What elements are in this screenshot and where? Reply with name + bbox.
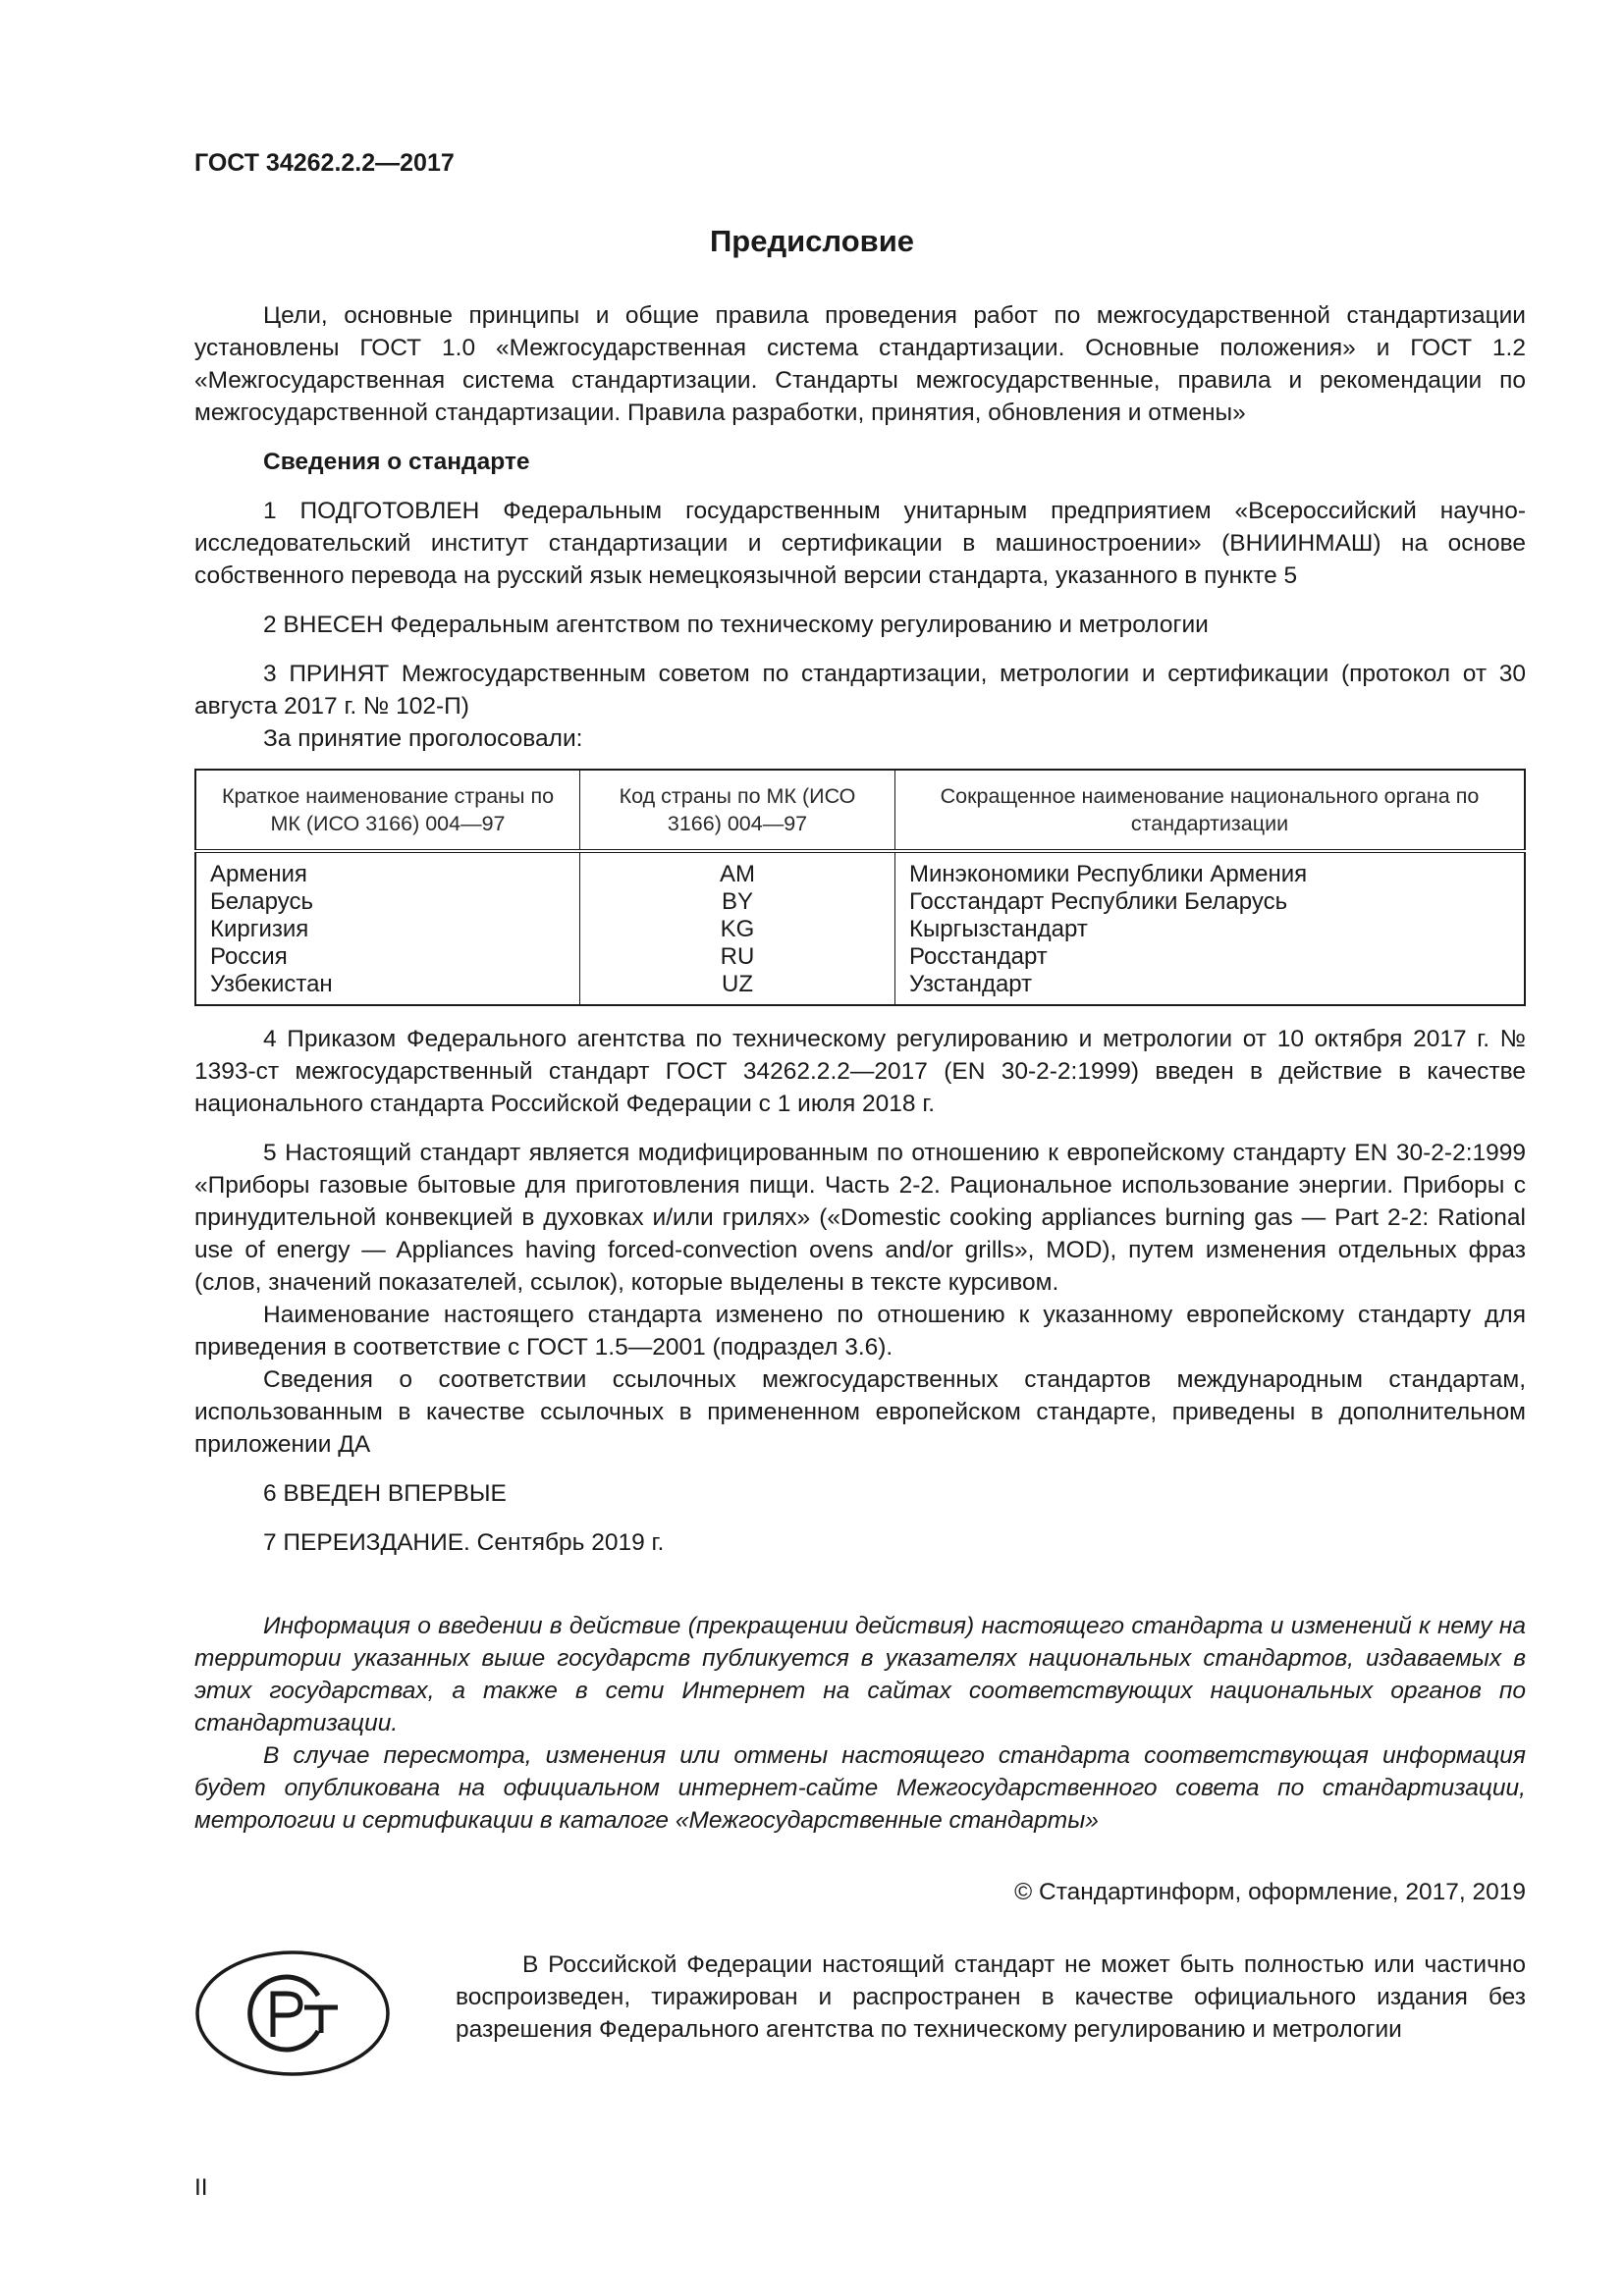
- table-cell-code: BY: [580, 888, 895, 916]
- table-row: [195, 916, 1525, 943]
- table-header-body: Сокращенное наименование национального органа по стандартизации: [895, 770, 1526, 851]
- footer-block: [194, 1949, 1526, 2145]
- table-cell-body: Кыргызстандарт: [895, 916, 1526, 943]
- table-cell-country: Беларусь: [195, 888, 580, 916]
- table-row: [195, 971, 1525, 1005]
- table-cell-body: Минэкономики Республики Армения: [895, 851, 1526, 888]
- table-row: [195, 888, 1525, 916]
- item-2: 2 ВНЕСЕН Федеральным агентством по техническому регулированию и метрологии: [263, 612, 1209, 638]
- table-cell-code: RU: [580, 943, 895, 971]
- item-5-references-note: Сведения о соответствии ссылочных межгосударственных стандартов международным стандартам, использованным в качестве ссылочных в примененном европейском стандарте, приведены в дополнительном приложении ДА: [194, 1366, 1526, 1458]
- rst-certification-mark-icon: [194, 1949, 391, 2078]
- notice-paragraph-2: В случае пересмотра, изменения или отмены настоящего стандарта соответствующая информация будет опубликована на официальном интернет-сайте Межгосударственного совета по стандартизации, метрологии и сертификации в каталоге «Межгосударственные стандарты»: [194, 1742, 1526, 1834]
- table-cell-body: Росстандарт: [895, 943, 1526, 971]
- copyright-line: © Стандартинформ, оформление, 2017, 2019: [1014, 1879, 1526, 1905]
- notice-paragraph-1: Информация о введении в действие (прекращении действия) настоящего стандарта и изменений к нему на территории указанных выше государств публикуется в указателях национальных стандартов, издаваемых в этих государствах, а также в сети Интернет на сайтах соответствующих национальных органов по стандартизации.: [194, 1613, 1526, 1736]
- document-code: ГОСТ 34262.2.2—2017: [194, 149, 455, 177]
- item-4: 4 Приказом Федерального агентства по техническому регулированию и метрологии от 10 октября 2017 г. № 1393-ст межгосударственный стандарт ГОСТ 34262.2.2—2017 (EN 30-2-2:1999) введен в действие в качестве национального стандарта Российской Федерации с 1 июля 2018 г.: [194, 1026, 1526, 1117]
- table-cell-body: Узстандарт: [895, 971, 1526, 1005]
- table-cell-country: Узбекистан: [195, 971, 580, 1005]
- item-1: 1 ПОДГОТОВЛЕН Федеральным государственным унитарным предприятием «Всероссийский научно-исследовательский институт стандартизации и сертификации в машиностроении» (ВНИИНМАШ) на основе собственного перевода на русский язык немецкоязычной версии стандарта, указанного в пункте 5: [194, 498, 1526, 589]
- table-header-row: [195, 770, 1525, 851]
- table-cell-country: Армения: [195, 851, 580, 888]
- item-5-title-note: Наименование настоящего стандарта изменено по отношению к указанному европейскому стандарту для приведения в соответствие с ГОСТ 1.5—2001 (подраздел 3.6).: [194, 1302, 1526, 1361]
- table-cell-code: KG: [580, 916, 895, 943]
- table-cell-country: Россия: [195, 943, 580, 971]
- item-3-voted: За принятие проголосовали:: [263, 725, 583, 752]
- table-row: [195, 943, 1525, 971]
- table-cell-code: UZ: [580, 971, 895, 1005]
- voting-table: [194, 769, 1526, 1006]
- item-7: 7 ПЕРЕИЗДАНИЕ. Сентябрь 2019 г.: [263, 1529, 665, 1556]
- table-cell-country: Киргизия: [195, 916, 580, 943]
- item-3: 3 ПРИНЯТ Межгосударственным советом по стандартизации, метрологии и сертификации (протокол от 30 августа 2017 г. № 102-П): [194, 661, 1526, 720]
- table-cell-code: AM: [580, 851, 895, 888]
- reproduction-notice: В Российской Федерации настоящий стандарт не может быть полностью или частично воспроизведен, тиражирован и распространен в качестве официального издания без разрешения Федерального агентства по техническому регулированию и метрологии: [456, 1951, 1526, 2043]
- intro-paragraph: Цели, основные принципы и общие правила проведения работ по межгосударственной стандартизации установлены ГОСТ 1.0 «Межгосударственная система стандартизации. Основные положения» и ГОСТ 1.2 «Межгосударственная система стандартизации. Стандарты межгосударственные, правила и рекомендации по межгосударственной стандартизации. Правила разработки, принятия, обновления и отмены»: [194, 302, 1526, 426]
- page-number: II: [194, 2174, 208, 2201]
- page-title: Предисловие: [709, 224, 914, 258]
- table-row: [195, 851, 1525, 888]
- foreword-content: [194, 299, 1526, 1908]
- info-heading: Сведения о стандарте: [263, 449, 530, 475]
- item-6: 6 ВВЕДЕН ВПЕРВЫЕ: [263, 1480, 507, 1507]
- table-header-country: Краткое наименование страны по МК (ИСО 3166) 004—97: [195, 770, 580, 851]
- item-5: 5 Настоящий стандарт является модифицированным по отношению к европейскому стандарту EN 30-2-2:1999 «Приборы газовые бытовые для приготовления пищи. Часть 2-2. Рациональное использование энергии. Приборы с принудительной конвекцией в духовках и/или грилях» («Domestic cooking appliances burning gas — Part 2-2: Rational use of energy — Appliances having forced-convection ovens and/or grills», MOD), путем изменения отдельных фраз (слов, значений показателей, ссылок), которые выделены в тексте курсивом.: [194, 1140, 1526, 1296]
- table-header-code: Код страны по МК (ИСО 3166) 004—97: [580, 770, 895, 851]
- table-cell-body: Госстандарт Республики Беларусь: [895, 888, 1526, 916]
